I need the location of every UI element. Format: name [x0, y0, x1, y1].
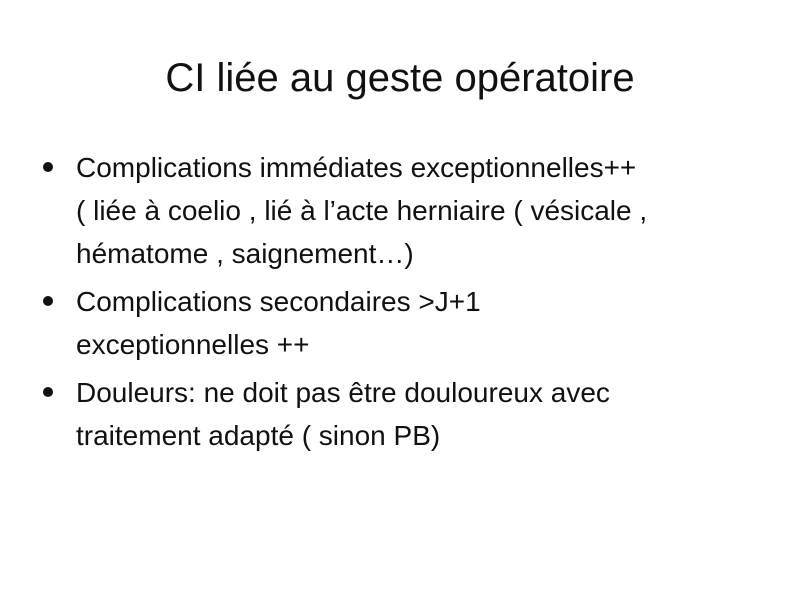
bullet-text-line: hématome , saignement…) [76, 238, 414, 269]
bullet-text-line: Douleurs: ne doit pas être douloureux avec [76, 377, 610, 408]
bullet-dot-icon [43, 387, 53, 397]
bullet-item-3 [40, 371, 760, 457]
bullet-dot-icon [43, 296, 53, 306]
bullet-text-line: Complications immédiates exceptionnelles++ [76, 152, 637, 183]
bullet-text-line: ( liée à coelio , lié à l’acte herniaire ( vésicale , [76, 195, 648, 226]
bullet-item-1 [40, 146, 760, 275]
bullet-text-line: traitement adapté ( sinon PB) [76, 420, 441, 451]
bullet-text-line: exceptionnelles ++ [76, 329, 310, 360]
bullet-dot-icon [43, 162, 53, 172]
bullet-list [40, 146, 760, 462]
bullet-text-line: Complications secondaires >J+1 [76, 286, 481, 317]
slide-title: CI liée au geste opératoire [165, 56, 635, 100]
bullet-item-2 [40, 280, 760, 366]
